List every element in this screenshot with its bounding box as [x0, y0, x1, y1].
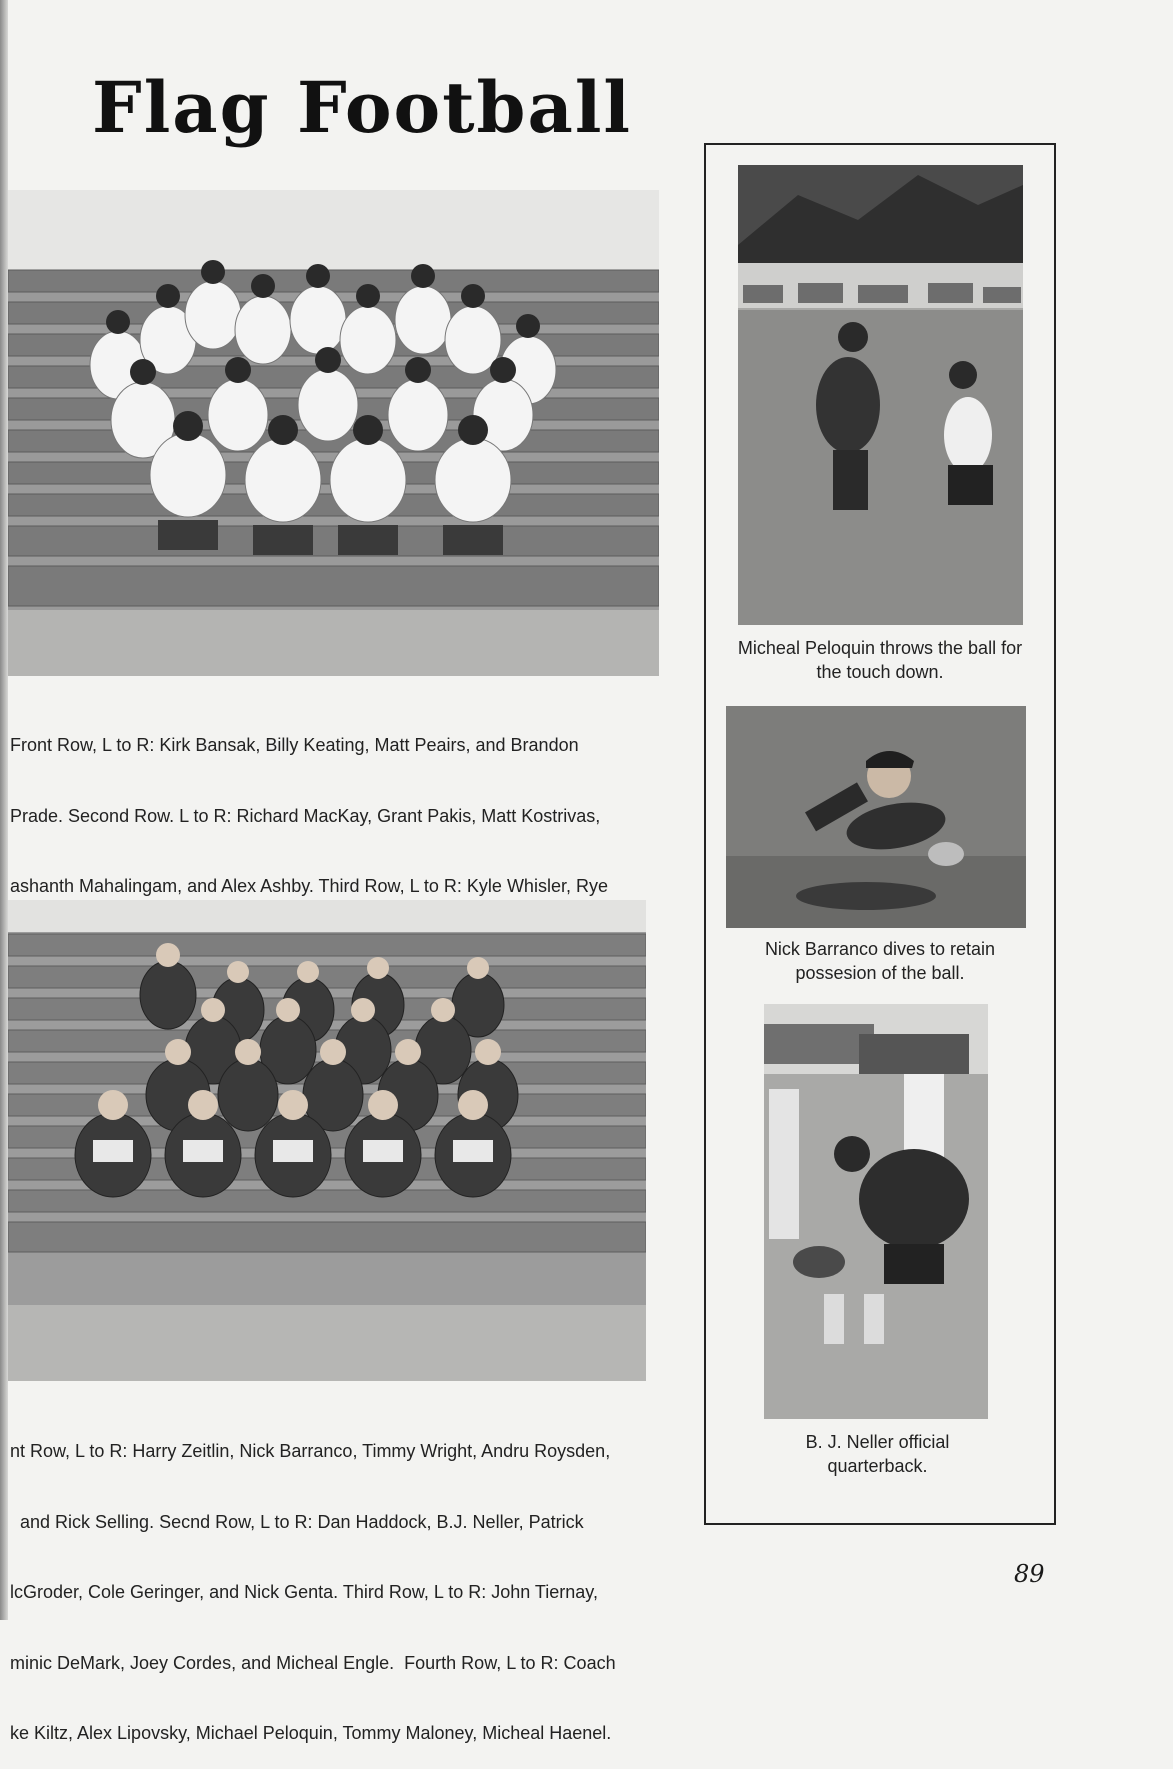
page-binding-edge — [0, 0, 8, 1620]
caption-line: nt Row, L to R: Harry Zeitlin, Nick Barranco, Timmy Wright, Andru Roysden, — [10, 1441, 611, 1461]
page-title: Flag Football — [92, 66, 633, 149]
action-photo-3-caption: B. J. Neller official quarterback. — [805, 1432, 950, 1476]
caption-line: Prade. Second Row. L to R: Richard MacKay, Grant Pakis, Matt Kostrivas, — [10, 805, 601, 826]
page-number: 89 — [1014, 1560, 1045, 1588]
caption-line: Front Row, L to R: Kirk Bansak, Billy Keating, Matt Peairs, and Brandon — [10, 735, 579, 755]
action-photo-1 — [738, 165, 1023, 625]
caption-line: minic DeMark, Joey Cordes, and Micheal Engle. Fourth Row, L to R: Coach — [10, 1652, 616, 1673]
action-photo-2-caption: Nick Barranco dives to retain possesion of the ball. — [764, 939, 996, 983]
caption-line: ke Kiltz, Alex Lipovsky, Michael Peloquin, Tommy Maloney, Micheal Haenel. — [10, 1723, 612, 1743]
team-photo-1 — [8, 190, 659, 676]
caption-line: and Rick Selling. Secnd Row, L to R: Dan Haddock, B.J. Neller, Patrick — [10, 1511, 584, 1532]
caption-line: lcGroder, Cole Geringer, and Nick Genta. Third Row, L to R: John Tiernay, — [10, 1582, 598, 1602]
caption-line: ashanth Mahalingam, and Alex Ashby. Third Row, L to R: Kyle Whisler, Rye — [10, 876, 608, 896]
action-photo-3 — [764, 1004, 988, 1419]
team-photo-2-caption — [10, 1393, 616, 1769]
action-photo-2 — [726, 706, 1026, 928]
team-photo-2 — [8, 900, 646, 1381]
action-photo-1-caption: Micheal Peloquin throws the ball for the touch down. — [737, 638, 1023, 682]
